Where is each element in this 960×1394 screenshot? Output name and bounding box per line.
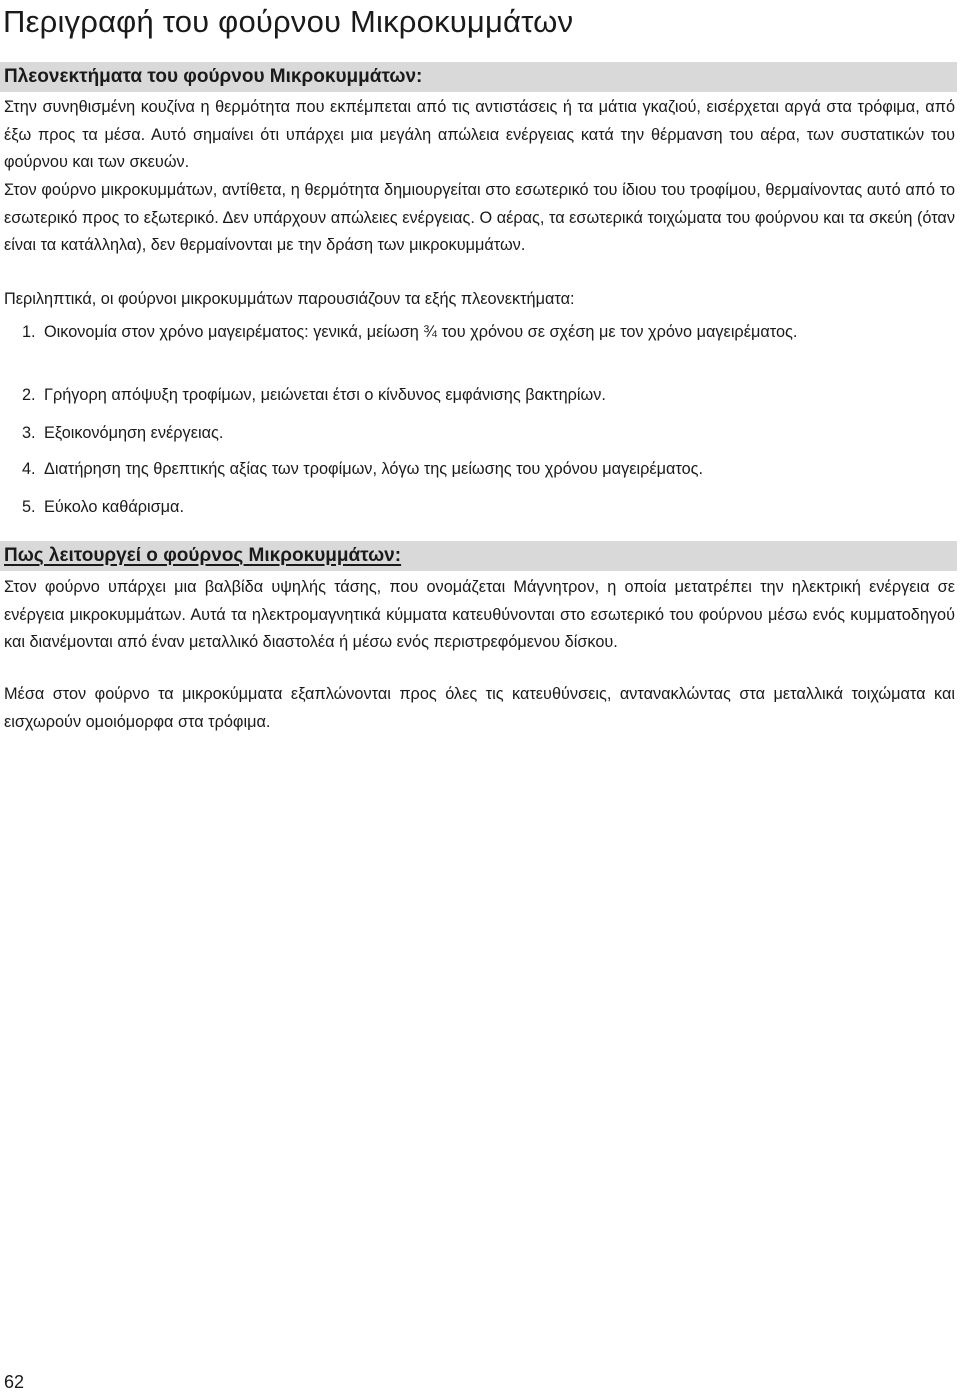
list-number: 2. <box>22 386 36 404</box>
list-number: 4. <box>22 460 36 478</box>
list-number: 3. <box>22 424 36 442</box>
list-number: 1. <box>22 323 36 341</box>
page-title: Περιγραφή του φούρνου Μικροκυμμάτων <box>3 4 574 39</box>
list-text: Εξοικονόμηση ενέργειας. <box>44 424 224 442</box>
paragraph-summary: Περιληπτικά, οι φούρνοι μικροκυμμάτων παρουσιάζουν τα εξής πλεονεκτήματα: <box>4 290 575 308</box>
list-number: 5. <box>22 498 36 516</box>
list-item-advantage-2 <box>22 382 955 410</box>
page-number: 62 <box>4 1372 25 1392</box>
section-header-advantages <box>0 62 957 92</box>
list-text: Διατήρηση της θρεπτικής αξίας των τροφίμων, λόγω της μείωσης του χρόνου μαγειρέματος. <box>44 460 704 478</box>
list-item-advantage-3 <box>22 420 955 448</box>
list-text: Εύκολο καθάρισμα. <box>44 498 184 516</box>
list-text: Οικονομία στον χρόνο μαγειρέματος: γενικά, μείωση ¾ του χρόνου σε σχέση με τον χρόνο μαγειρέματος. <box>44 323 798 341</box>
section-header-how-it-works <box>0 541 957 571</box>
paragraph-microwave-spread: Μέσα στον φούρνο τα μικροκύμματα εξαπλώνονται προς όλες τις κατευθύνσεις, αντανακλώντας στα μεταλλικά τοιχώματα και εισχωρούν ομοιόμορφα στα τρόφιμα. <box>4 685 955 731</box>
paragraph-conventional-heating: Στην συνηθισμένη κουζίνα η θερμότητα που εκπέμπεται από τις αντιστάσεις ή τα μάτια γκαζιού, εισέρχεται αργά στα τρόφιμα, από έξω προς τα μέσα. Αυτό σημαίνει ότι υπάρχει μια μεγάλη απώλεια ενέργειας κατά την θέρμανση του αέρα, των συστατικών του φούρνου και των σκευών. <box>4 98 955 171</box>
list-item-advantage-1 <box>22 319 955 347</box>
section-heading-advantages: Πλεονεκτήματα του φούρνου Μικροκυμμάτων: <box>4 66 423 87</box>
list-item-advantage-4 <box>22 456 955 484</box>
list-item-advantage-5 <box>22 494 955 522</box>
paragraph-magnetron: Στον φούρνο υπάρχει μια βαλβίδα υψηλής τάσης, που ονομάζεται Μάγνητρον, η οποία μετατρέπει την ηλεκτρική ενέργεια σε ενέργεια μικροκυμμάτων. Αυτά τα ηλεκτρομαγνητικά κύμματα κατευθύνονται στο εσωτερικό του φούρνου μέσω ενός κυμματοδηγού και διανέμονται από έναν μεταλλικό διαστολέα ή μέσω ενός περιστρεφόμενου δίσκου. <box>4 578 955 651</box>
list-text: Γρήγορη απόψυξη τροφίμων, μειώνεται έτσι ο κίνδυνος εμφάνισης βακτηρίων. <box>44 386 606 404</box>
section-heading-how-it-works: Πως λειτουργεί ο φούρνος Μικροκυμμάτων: <box>4 545 402 566</box>
paragraph-microwave-heating: Στον φούρνο μικροκυμμάτων, αντίθετα, η θερμότητα δημιουργείται στο εσωτερικό του ίδιου του τροφίμου, θερμαίνοντας αυτό από το εσωτερικό προς το εξωτερικό. Δεν υπάρχουν απώλειες ενέργειας. Ο αέρας, τα εσωτερικά τοιχώματα του φούρνου και τα σκεύη (όταν είναι τα κατάλληλα), δεν θερμαίνονται με την δράση των μικροκυμμάτων. <box>4 181 955 254</box>
